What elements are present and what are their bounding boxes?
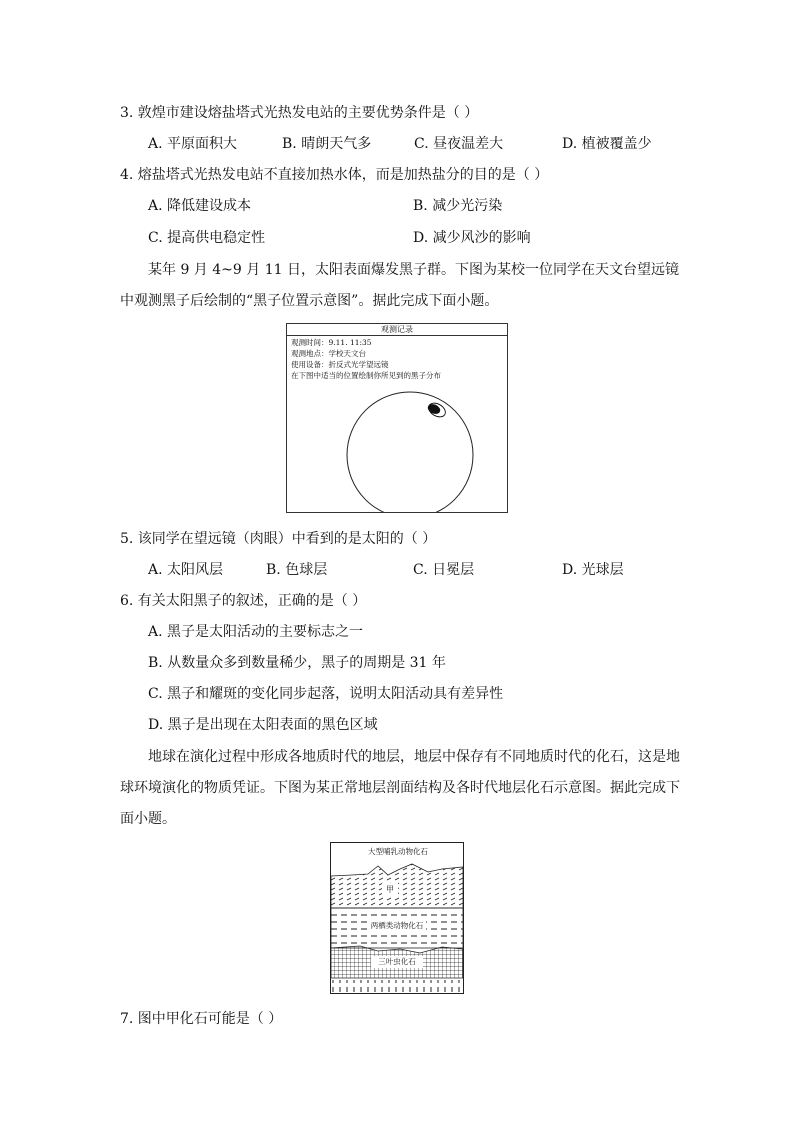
sunspot-observation-figure: [286, 323, 508, 513]
trilobite-fossil-label: 三叶虫化石: [378, 957, 416, 966]
passage-sunspot: 某年 9 月 4~9 月 11 日，太阳表面爆发黑子群。下图为某校一位同学在天文台望远镜中观测黑子后绘制的“黑子位置示意图”。据此完成下面小题。: [120, 262, 679, 309]
sun-disk-drawing: [287, 324, 507, 512]
q4-option-a: A. 降低建设成本: [148, 198, 252, 214]
figure-title: 观测记录: [287, 324, 507, 336]
record-instruction: 在下图中适当的位置绘制你所见到的黑子分布: [291, 371, 441, 380]
q6-option-c: C. 黑子和耀斑的变化同步起落，说明太阳活动具有差异性: [148, 686, 504, 702]
question-4-stem: 4. 熔盐塔式光热发电站不直接加热水体，而是加热盐分的目的是（ ）: [120, 167, 549, 183]
sunspot-group: [426, 400, 448, 419]
question-5-stem: 5. 该同学在望远镜（肉眼）中看到的是太阳的（ ）: [120, 531, 437, 547]
q6-option-b: B. 从数量众多到数量稀少，黑子的周期是 31 年: [148, 655, 446, 671]
q3-option-c: C. 昼夜温差大: [414, 136, 504, 152]
record-location: 观测地点：学校天文台: [291, 349, 366, 358]
q3-option-a: A. 平原面积大: [148, 136, 238, 152]
record-device: 使用设备：折反式光学望远镜: [291, 360, 389, 369]
question-7-stem: 7. 图中甲化石可能是（ ）: [120, 1011, 283, 1027]
q5-option-c: C. 日冕层: [413, 562, 475, 578]
question-3-stem: 3. 敦煌市建设熔盐塔式光热发电站的主要优势条件是（ ）: [120, 105, 479, 121]
base-rock: [331, 980, 463, 992]
q3-option-d: D. 植被覆盖少: [562, 136, 652, 152]
strata-profile-figure: [330, 842, 464, 994]
amphibian-fossil-label: 两栖类动物化石: [370, 921, 424, 930]
record-time: 观测时间：9.11. 11:35: [291, 338, 372, 347]
q5-option-b: B. 色球层: [266, 562, 328, 578]
question-6-stem: 6. 有关太阳黑子的叙述，正确的是（ ）: [120, 593, 367, 609]
q4-option-d: D. 减少风沙的影响: [413, 230, 531, 246]
q4-option-b: B. 减少光污染: [413, 198, 503, 214]
mammal-fossil-label: 大型哺乳动物化石: [368, 847, 428, 856]
q5-option-a: A. 太阳风层: [148, 562, 224, 578]
q5-option-d: D. 光球层: [562, 562, 624, 578]
layer-jia-label: 甲: [386, 885, 394, 894]
passage-strata: 地球在演化过程中形成各地质时代的地层，地层中保存有不同地质时代的化石，这是地球环境演化的物质凭证。下图为某正常地层剖面结构及各时代地层化石示意图。据此完成下面小题。: [120, 749, 680, 827]
q3-option-b: B. 晴朗天气多: [282, 136, 372, 152]
q4-option-c: C. 提高供电稳定性: [148, 230, 266, 246]
q6-option-d: D. 黑子是出现在太阳表面的黑色区域: [148, 717, 378, 733]
sun-disk: [347, 392, 473, 512]
strata-drawing: [330, 842, 464, 994]
q6-option-a: A. 黑子是太阳活动的主要标志之一: [148, 624, 364, 640]
